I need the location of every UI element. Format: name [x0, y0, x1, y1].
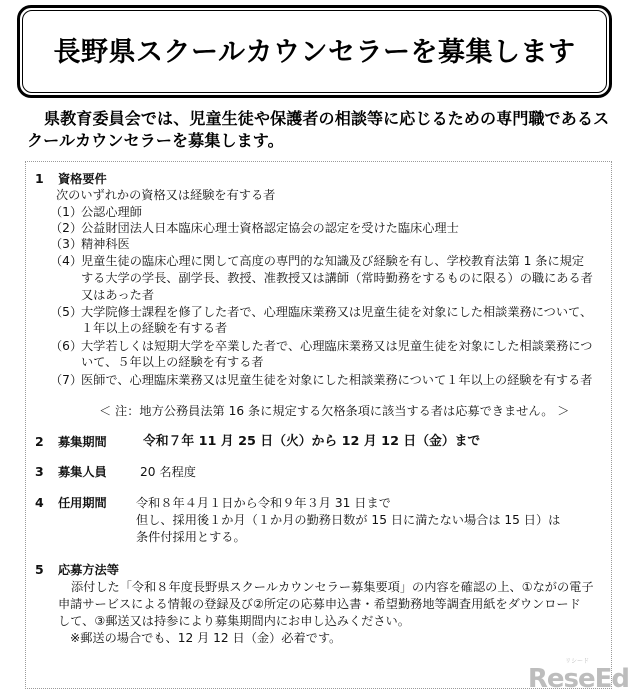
item-2-marker: （2） — [50, 221, 83, 235]
appointment-period-condition-line1: 但し、採用後１か月（１か月の勤務日数が 15 日に満たない場合は 15 日）は — [136, 513, 561, 527]
page-title: 長野県スクールカウンセラーを募集します — [53, 37, 576, 68]
item-5-text-line2: １年以上の経験を有する者 — [81, 321, 228, 335]
item-4-marker: （4） — [50, 254, 83, 268]
item-2-text: 公益財団法人日本臨床心理士資格認定協会の認定を受けた臨床心理士 — [81, 221, 459, 235]
reseed-logo: ReseEd — [527, 664, 629, 694]
section-1-number: 1 — [35, 171, 44, 186]
section-3-label: 募集人員 — [58, 465, 107, 479]
item-3-text: 精神科医 — [81, 237, 130, 251]
title-inner-frame — [22, 10, 607, 93]
item-4-text-line3: 又はあった者 — [81, 288, 155, 302]
section-4-number: 4 — [35, 495, 44, 510]
application-method-line3: して、③郵送又は持参により募集期間内にお申し込みください。 — [58, 614, 410, 628]
item-3-marker: （3） — [50, 237, 83, 251]
appointment-period-value: 令和８年４月１日から令和９年３月 31 日まで — [136, 496, 391, 510]
postal-deadline-note: ※郵送の場合でも、12 月 12 日（金）必着です。 — [70, 631, 342, 645]
section-2-label: 募集期間 — [58, 435, 107, 449]
item-4-text-line1: 児童生徒の臨床心理に関して高度の専門的な知識及び経験を有し、学校教育法第 1 条に規定 — [81, 254, 585, 268]
section-2-number: 2 — [35, 434, 44, 449]
disqualification-note: ＜ 注：地方公務員法第 16 条に規定する欠格条項に該当する者は応募できません。 ＞ — [99, 404, 570, 418]
item-7-marker: （7） — [50, 373, 83, 387]
appointment-period-condition-line2: 条件付採用とする。 — [136, 530, 246, 544]
recruitment-count-value: 20 名程度 — [140, 465, 196, 479]
section-5-number: 5 — [35, 562, 44, 577]
section-3-number: 3 — [35, 464, 44, 479]
item-1-text: 公認心理師 — [81, 205, 142, 219]
item-6-text-line2: いて、５年以上の経験を有する者 — [81, 355, 264, 369]
item-4-text-line2: する大学の学長、副学長、教授、准教授又は講師（常時勤務をするものに限る）の職にある者 — [81, 271, 593, 285]
section-1-lead: 次のいずれかの資格又は経験を有する者 — [56, 188, 276, 202]
section-4-label: 任用期間 — [58, 496, 107, 510]
title-box — [17, 5, 612, 98]
item-6-marker: （6） — [50, 339, 83, 353]
recruitment-period-value: 令和７年 11 月 25 日（火）から 12 月 12 日（金）まで — [143, 434, 481, 449]
item-5-text-line1: 大学院修士課程を修了した者で、心理臨床業務又は児童生徒を対象にした相談業務について、 — [81, 305, 593, 319]
item-6-text-line1: 大学若しくは短期大学を卒業した者で、心理臨床業務又は児童生徒を対象にした相談業務につ — [81, 339, 593, 353]
item-5-marker: （5） — [50, 305, 83, 319]
item-7-text-line1: 医師で、心理臨床業務又は児童生徒を対象にした相談業務について１年以上の経験を有する者 — [81, 373, 593, 387]
watermark-subtext: リシード — [564, 658, 589, 665]
item-1-marker: （1） — [50, 205, 83, 219]
application-method-line2: 申請サービスによる情報の登録及び②所定の応募申込書・希望勤務地等調査用紙をダウンロード — [58, 597, 581, 611]
application-method-line1: 添付した「令和８年度長野県スクールカウンセラー募集要項」の内容を確認の上、①ながの電子 — [71, 580, 594, 594]
section-1-label: 資格要件 — [58, 172, 107, 186]
section-5-label: 応募方法等 — [58, 563, 119, 577]
intro-paragraph: 県教育委員会では、児童生徒や保護者の相談等に応じるための専門職であるスクールカウンセラーを募集します。 — [27, 109, 610, 150]
